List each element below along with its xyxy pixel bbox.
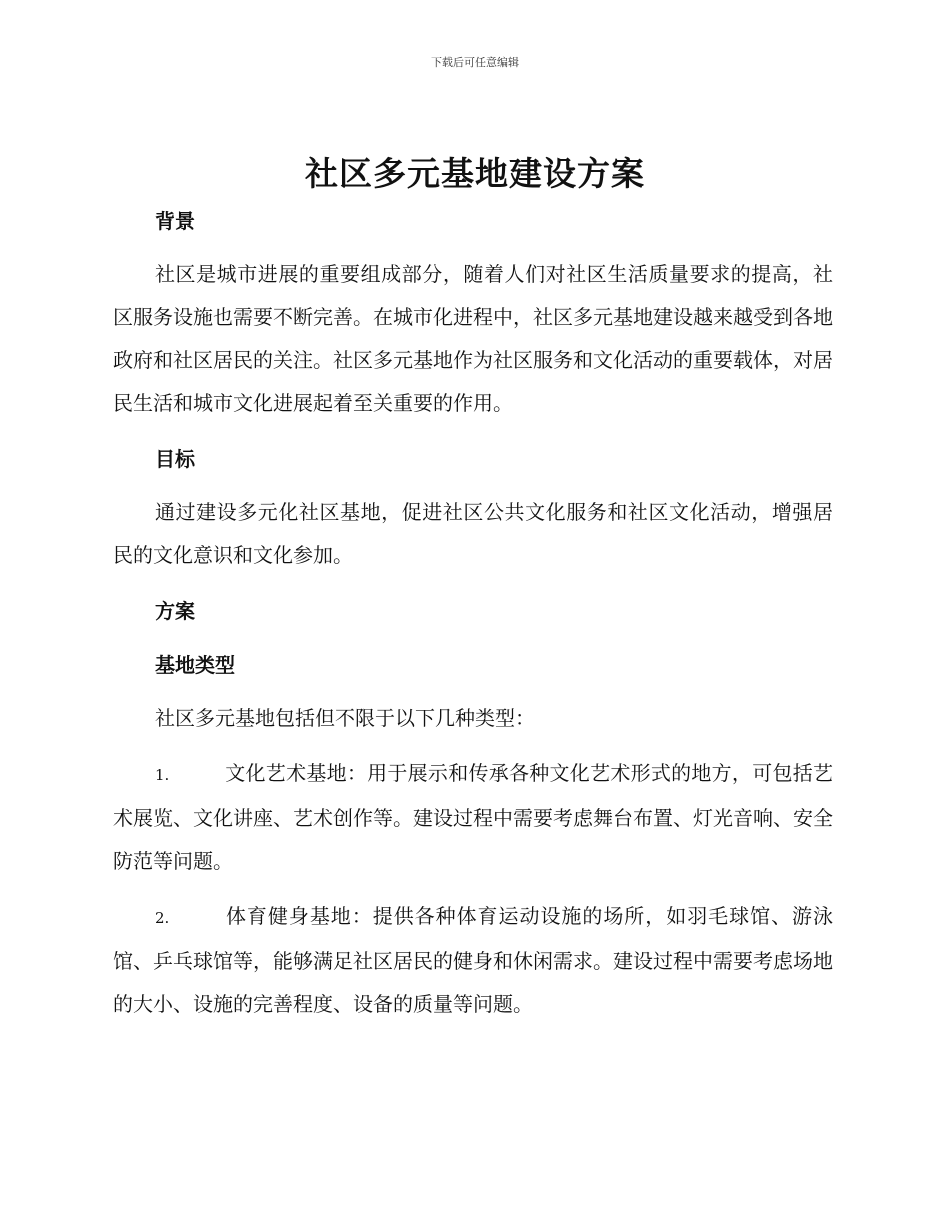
list-item: [113, 895, 833, 1026]
background-paragraph: 社区是城市进展的重要组成部分，随着人们对社区生活质量要求的提高，社区服务设施也需要不断完善。在城市化进程中，社区多元基地建设越来越受到各地政府和社区居民的关注。社区多元基地作为社区服务和文化活动的重要载体，对居民生活和城市文化进展起着至关重要的作用。: [113, 262, 833, 415]
section-heading-plan: 方案: [155, 599, 195, 623]
section-heading-background: 背景: [155, 209, 195, 233]
page-header-note: 下载后可任意编辑: [431, 56, 519, 69]
document-title: 社区多元基地建设方案: [305, 154, 645, 193]
list-item-text: 体育健身基地：提供各种体育运动设施的场所，如羽毛球馆、游泳馆、乒乓球馆等，能够满足社区居民的健身和休闲需求。建设过程中需要考虑场地的大小、设施的完善程度、设备的质量等问题。: [113, 904, 833, 1016]
base-types-intro: 社区多元基地包括但不限于以下几种类型：: [155, 706, 535, 730]
list-item-number: 2.: [155, 909, 170, 927]
list-item-number: 1.: [155, 766, 170, 784]
list-item-text: 文化艺术基地：用于展示和传承各种文化艺术形式的地方，可包括艺术展览、文化讲座、艺术创作等。建设过程中需要考虑舞台布置、灯光音响、安全防范等问题。: [113, 761, 833, 873]
section-heading-goal: 目标: [155, 447, 195, 471]
list-item: [113, 752, 833, 883]
subsection-heading-base-types: 基地类型: [155, 653, 235, 677]
document-body: [113, 199, 833, 1026]
goal-paragraph: 通过建设多元化社区基地，促进社区公共文化服务和社区文化活动，增强居民的文化意识和文化参加。: [113, 500, 833, 567]
